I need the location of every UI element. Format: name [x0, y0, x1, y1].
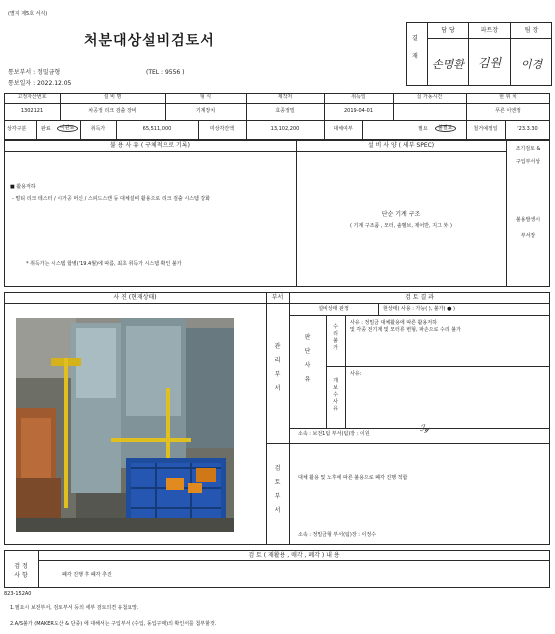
side-note-4: 부서장: [520, 233, 536, 239]
reason-line-2: - 멀티 리크 테스터 / 시가공 머신 / 스피드스캔 등 대체설비 활용으로 리크 검출 시스템 강화: [12, 196, 211, 202]
asset-header-runtime: 실 가동시간: [416, 94, 443, 100]
approval-col-staff: 담 당: [441, 27, 455, 34]
reason-title: 불 용 사 유 ( 구체적으로 기록): [110, 142, 190, 149]
book-value: 13,102,200: [270, 126, 300, 132]
approval-side-label: 결 재: [412, 35, 418, 60]
asset-header-number: 고정자산번호: [17, 94, 47, 100]
depreciation-option-incomplete: 미완료: [57, 125, 78, 132]
refurbish-label: 개 보 수 사 유: [333, 378, 338, 412]
footer-note-2: 2.A/S불가 (MAKER도산 & 단종) 에 대해서는 구입부서 (수입, 동입구매)의 확인서를 첨부할것.: [10, 621, 217, 627]
asset-location: 푸른 이엔정: [495, 108, 521, 114]
reason-note: * 취득가는 시스템 합병('19.4월)에 따름, 최초 취득가 시스템 확인 불가: [26, 261, 182, 267]
book-value-label: 미상각잔액: [209, 126, 235, 132]
transfer-need: 필요: [418, 126, 428, 132]
mgmt-signature-mark: ℐ𝓎: [420, 424, 430, 434]
asset-table: [4, 93, 550, 140]
mgmt-dept-label: 관 리 부 서: [274, 343, 281, 392]
mgmt-dept-sign: 소속 : 보전1팀 부서(팀)장 : 이원: [298, 431, 370, 437]
spec-line-1: 단순 기계 구조: [381, 211, 421, 218]
dept-column-label: 부서: [271, 294, 284, 301]
asset-number: 1302121: [20, 108, 44, 114]
review-dept-sign: 소속 : 정밀금형 부서(팀)장 : 이정수: [298, 532, 377, 538]
asset-maker: 효종정밀: [275, 108, 295, 114]
asset-header-acquired: 취득일: [351, 94, 366, 100]
asset-type: 기계장치: [195, 108, 216, 114]
transfer-label: 대체여부: [333, 126, 353, 132]
telephone: (TEL : 9556 ): [146, 69, 185, 76]
repair-impossible-reason: 사유 : 정밀금 대체활용에 따른 활용저하 및 각종 전기계 및 모터류 변형, 파손으로 수리 불가: [350, 320, 461, 333]
asset-header-maker: 제작처: [277, 94, 293, 100]
approval-col-partleader: 파트장: [480, 27, 499, 34]
asset-name: 차공정 리크 검출 장비: [88, 108, 137, 114]
usage-status-value: 현상태( 사용 : 가능( ), 불가( ● ): [383, 306, 455, 312]
transfer-not-needed: 불필요: [435, 125, 456, 132]
notify-dept: 통보부서 : 정밀금형: [8, 69, 61, 76]
side-note-1: 조기검토 &: [515, 146, 541, 152]
spec-line-2: ( 기계 구조품 , 모터, 솔벨브, 제어반, 지그 外 ): [349, 223, 452, 229]
spec-title: 설 비 사 양 ( 세부 SPEC): [367, 142, 435, 149]
form-number: (별지 제5호 서식): [8, 11, 48, 17]
approval-col-teamleader: 팀 장: [524, 27, 539, 34]
removal-date-value: '23.3.30: [517, 126, 538, 132]
side-note-2: 구입부서상: [515, 159, 541, 165]
signature-staff: 손명환: [432, 58, 464, 71]
footer-note-1: 1.필요시 보전부서, 검토부서 등의 세부 검토의견 유첨요망.: [10, 605, 139, 611]
acquisition-cost-value: 65,511,000: [142, 126, 172, 132]
asset-header-location: 현 위 치: [499, 94, 517, 100]
asset-header-name: 설 비 명: [103, 94, 122, 100]
depreciation-option-complete: 완료: [41, 126, 51, 132]
signature-partleader: 김원: [477, 56, 502, 70]
refurbish-reason: 사유:: [350, 371, 362, 377]
review-dept-label: 검 토 부 서: [274, 465, 281, 514]
photo-title: 사 진 (현재상태): [113, 294, 157, 301]
signature-teamleader: 이경: [520, 58, 543, 71]
asset-header-type: 형 식: [199, 94, 212, 100]
form-code: 823-152A0: [4, 591, 32, 597]
conclusion-title: 검 토 ( 재활용 , 매각 , 폐각 ) 내 용: [248, 552, 340, 559]
depreciation-label: 상각구분: [7, 126, 27, 132]
side-note-3: 불용발생시: [515, 217, 541, 223]
judgement-reason-label: 판 단 사 유: [304, 334, 311, 383]
equipment-photo: [16, 318, 234, 532]
asset-acquired: 2019-04-01: [343, 108, 374, 114]
removal-date-label: 철거예정일: [473, 126, 498, 132]
review-title: 검 토 결 과: [405, 294, 434, 301]
usage-status-label: 설비상태 판정: [318, 306, 349, 312]
conclusion-text: 폐각 진행 후 폐각 추진: [62, 572, 112, 578]
repair-impossible-label: 수 리 불 가: [333, 324, 338, 351]
conclusion-label: 검 정 사 항: [14, 563, 28, 579]
review-opinion: 대체 활용 및 노후에 따른 불용으로 폐각 진행 적합: [298, 475, 408, 481]
document-title: 처분대상설비검토서: [84, 33, 215, 49]
reason-line-1: ■ 활용저하: [10, 184, 36, 190]
notify-date: 통보일자 : 2022.12.05: [8, 80, 72, 87]
acquisition-cost-label: 취득가: [90, 126, 106, 132]
